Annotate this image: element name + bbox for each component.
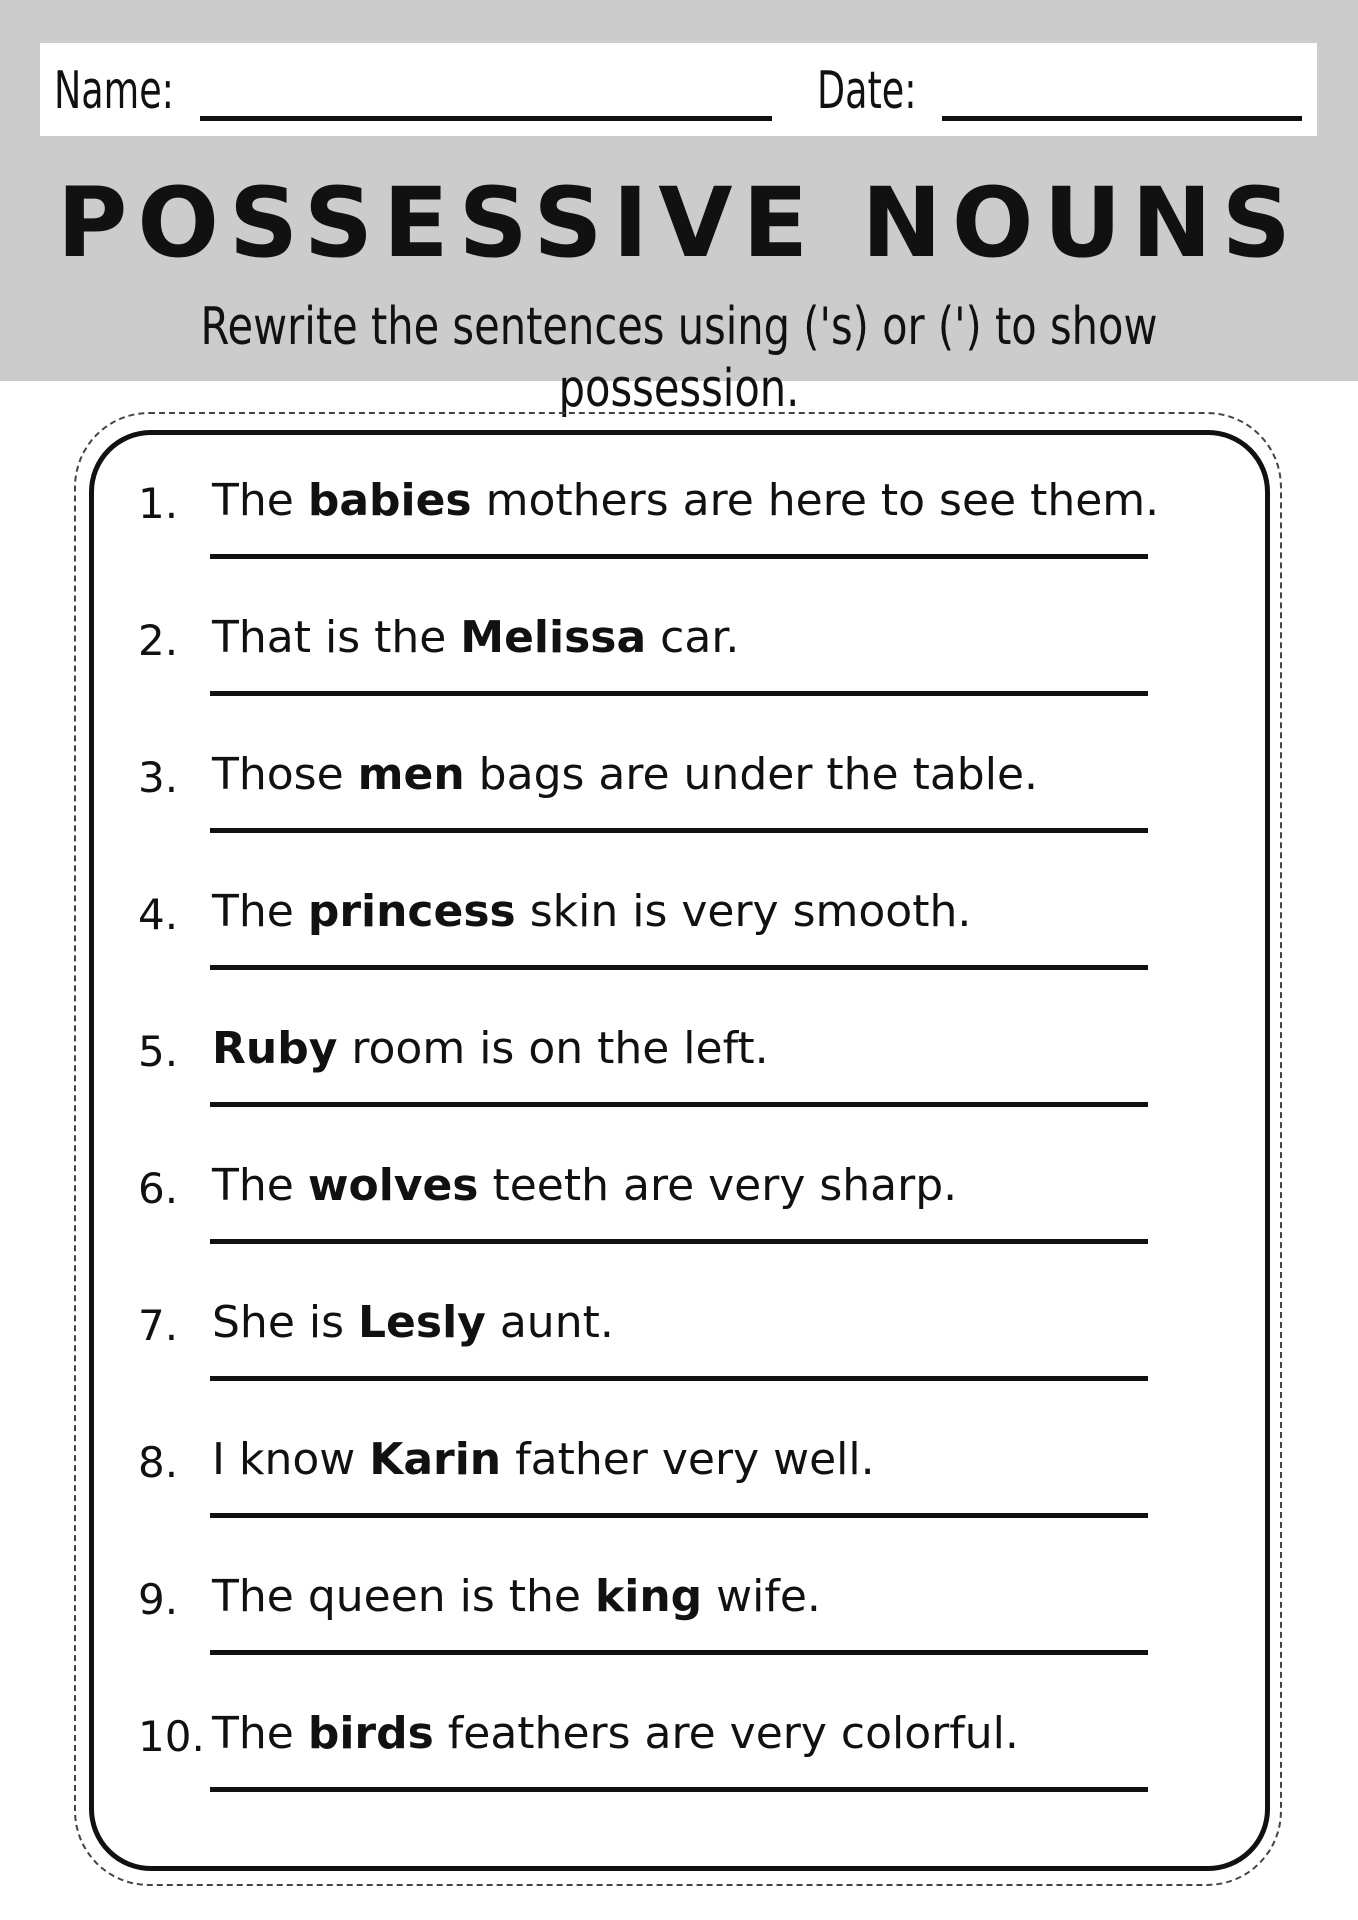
question-text: The queen is the king wife. <box>212 1571 821 1622</box>
noun-highlight: Karin <box>369 1434 502 1485</box>
question-item <box>138 453 1160 591</box>
question-number: 4. <box>138 890 179 939</box>
question-text: Ruby room is on the left. <box>212 1023 769 1074</box>
question-number: 5. <box>138 1027 179 1076</box>
answer-line[interactable] <box>210 1787 1148 1792</box>
answer-line[interactable] <box>210 1513 1148 1518</box>
question-text: The birds feathers are very colorful. <box>212 1708 1019 1759</box>
header-band <box>0 0 1358 419</box>
question-number: 3. <box>138 753 179 802</box>
question-text: That is the Melissa car. <box>212 612 740 663</box>
noun-highlight: king <box>594 1571 703 1622</box>
question-item <box>138 590 1148 728</box>
answer-line[interactable] <box>210 1239 1148 1244</box>
question-item <box>138 1549 1148 1687</box>
question-item <box>138 1686 1148 1824</box>
noun-highlight: men <box>357 749 465 800</box>
answer-line[interactable] <box>210 1376 1148 1381</box>
date-label: Date: <box>817 61 917 121</box>
question-item <box>138 864 1148 1002</box>
question-item <box>138 1001 1148 1139</box>
noun-highlight: Ruby <box>212 1023 338 1074</box>
answer-line[interactable] <box>210 554 1148 559</box>
question-item <box>138 1412 1148 1550</box>
name-field-line[interactable] <box>200 116 772 121</box>
question-number: 7. <box>138 1301 179 1350</box>
question-text: Those men bags are under the table. <box>212 749 1039 800</box>
worksheet-instructions: Rewrite the sentences using ('s) or (') to show possession. <box>200 297 1158 419</box>
question-number: 2. <box>138 616 179 665</box>
answer-line[interactable] <box>210 1102 1148 1107</box>
noun-highlight: Melissa <box>460 612 647 663</box>
noun-highlight: birds <box>307 1708 434 1759</box>
question-number: 10. <box>138 1712 205 1761</box>
question-text: The wolves teeth are very sharp. <box>212 1160 958 1211</box>
question-number: 1. <box>138 479 179 528</box>
answer-line[interactable] <box>210 965 1148 970</box>
question-text: I know Karin father very well. <box>212 1434 875 1485</box>
question-number: 9. <box>138 1575 179 1624</box>
question-item <box>138 1138 1148 1276</box>
noun-highlight: Lesly <box>358 1297 486 1348</box>
question-text: The babies mothers are here to see them. <box>212 475 1160 526</box>
noun-highlight: princess <box>307 886 516 937</box>
question-text: She is Lesly aunt. <box>212 1297 614 1348</box>
answer-line[interactable] <box>210 828 1148 833</box>
name-date-box <box>40 43 1317 136</box>
question-text: The princess skin is very smooth. <box>212 886 972 937</box>
question-item <box>138 1275 1148 1413</box>
date-field-line[interactable] <box>942 116 1302 121</box>
noun-highlight: babies <box>307 475 472 526</box>
question-number: 8. <box>138 1438 179 1487</box>
answer-line[interactable] <box>210 1650 1148 1655</box>
question-item <box>138 727 1148 865</box>
noun-highlight: wolves <box>307 1160 479 1211</box>
name-label: Name: <box>54 61 174 121</box>
answer-line[interactable] <box>210 691 1148 696</box>
question-number: 6. <box>138 1164 179 1213</box>
worksheet-title: POSSESSIVE NOUNS <box>57 167 1301 279</box>
